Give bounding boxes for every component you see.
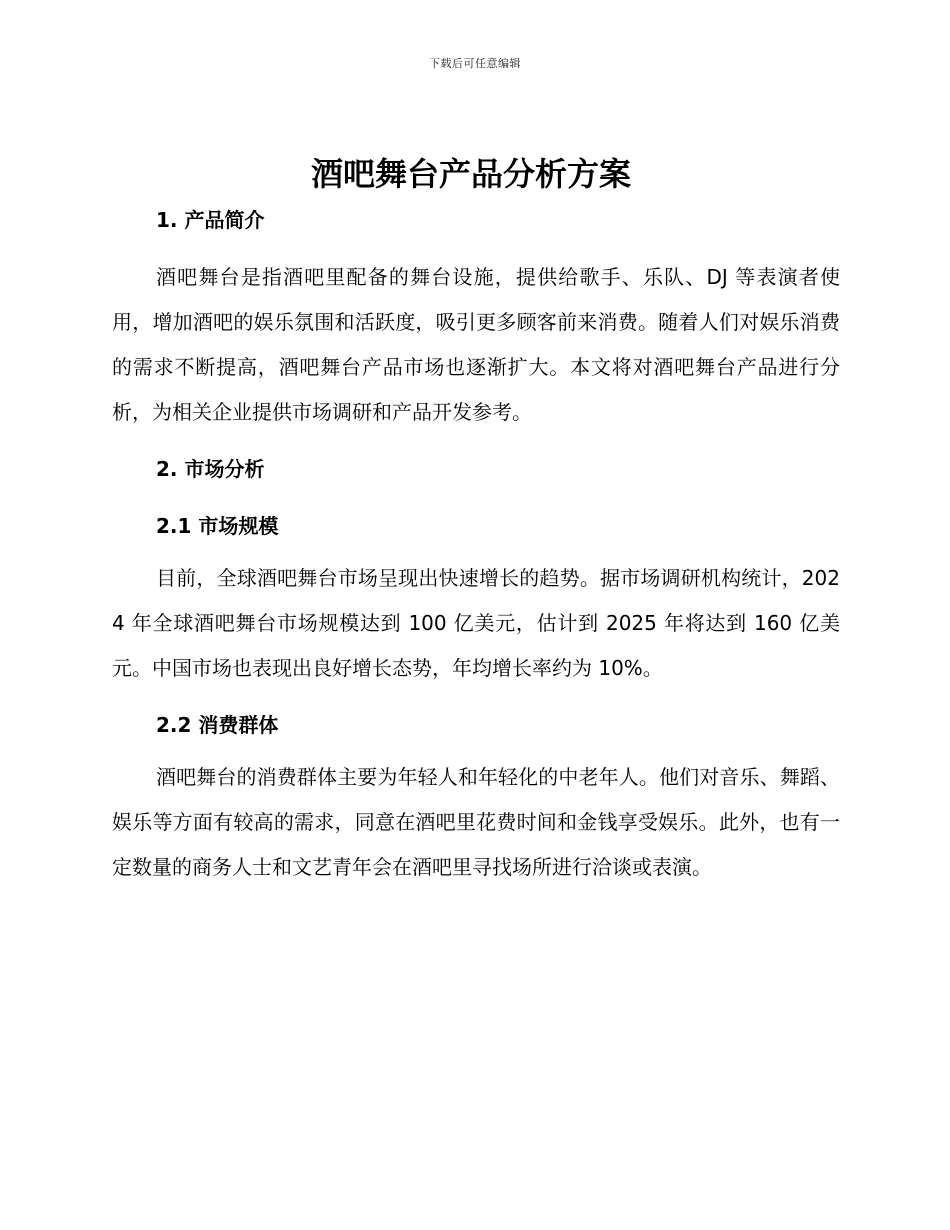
document-title: 酒吧舞台产品分析方案 xyxy=(310,155,631,193)
paragraph-product-intro: 酒吧舞台是指酒吧里配备的舞台设施，提供给歌手、乐队、DJ 等表演者使用，增加酒吧的娱乐氛围和活跃度，吸引更多顾客前来消费。随着人们对娱乐消费的需求不断提高，酒吧舞台产品市场也逐渐扩大。本文将对酒吧舞台产品进行分析，为相关企业提供市场调研和产品开发参考。 xyxy=(112,265,840,424)
page-header-note: 下载后可任意编辑 xyxy=(429,57,521,70)
subsection-heading-consumer-groups: 2.2 消费群体 xyxy=(156,713,279,737)
subsection-heading-market-size: 2.1 市场规模 xyxy=(156,514,279,538)
document-body xyxy=(112,148,840,890)
section-heading-product-intro: 1. 产品简介 xyxy=(156,208,265,232)
paragraph-market-size: 目前，全球酒吧舞台市场呈现出快速增长的趋势。据市场调研机构统计，2024 年全球酒吧舞台市场规模达到 100 亿美元，估计到 2025 年将达到 160 亿美元。中国市场也表现出良好增长态势，年均增长率约为 10%。 xyxy=(112,566,840,680)
section-heading-market-analysis: 2. 市场分析 xyxy=(156,457,265,481)
paragraph-consumer-groups: 酒吧舞台的消费群体主要为年轻人和年轻化的中老年人。他们对音乐、舞蹈、娱乐等方面有较高的需求，同意在酒吧里花费时间和金钱享受娱乐。此外，也有一定数量的商务人士和文艺青年会在酒吧里寻找场所进行洽谈或表演。 xyxy=(112,765,840,879)
